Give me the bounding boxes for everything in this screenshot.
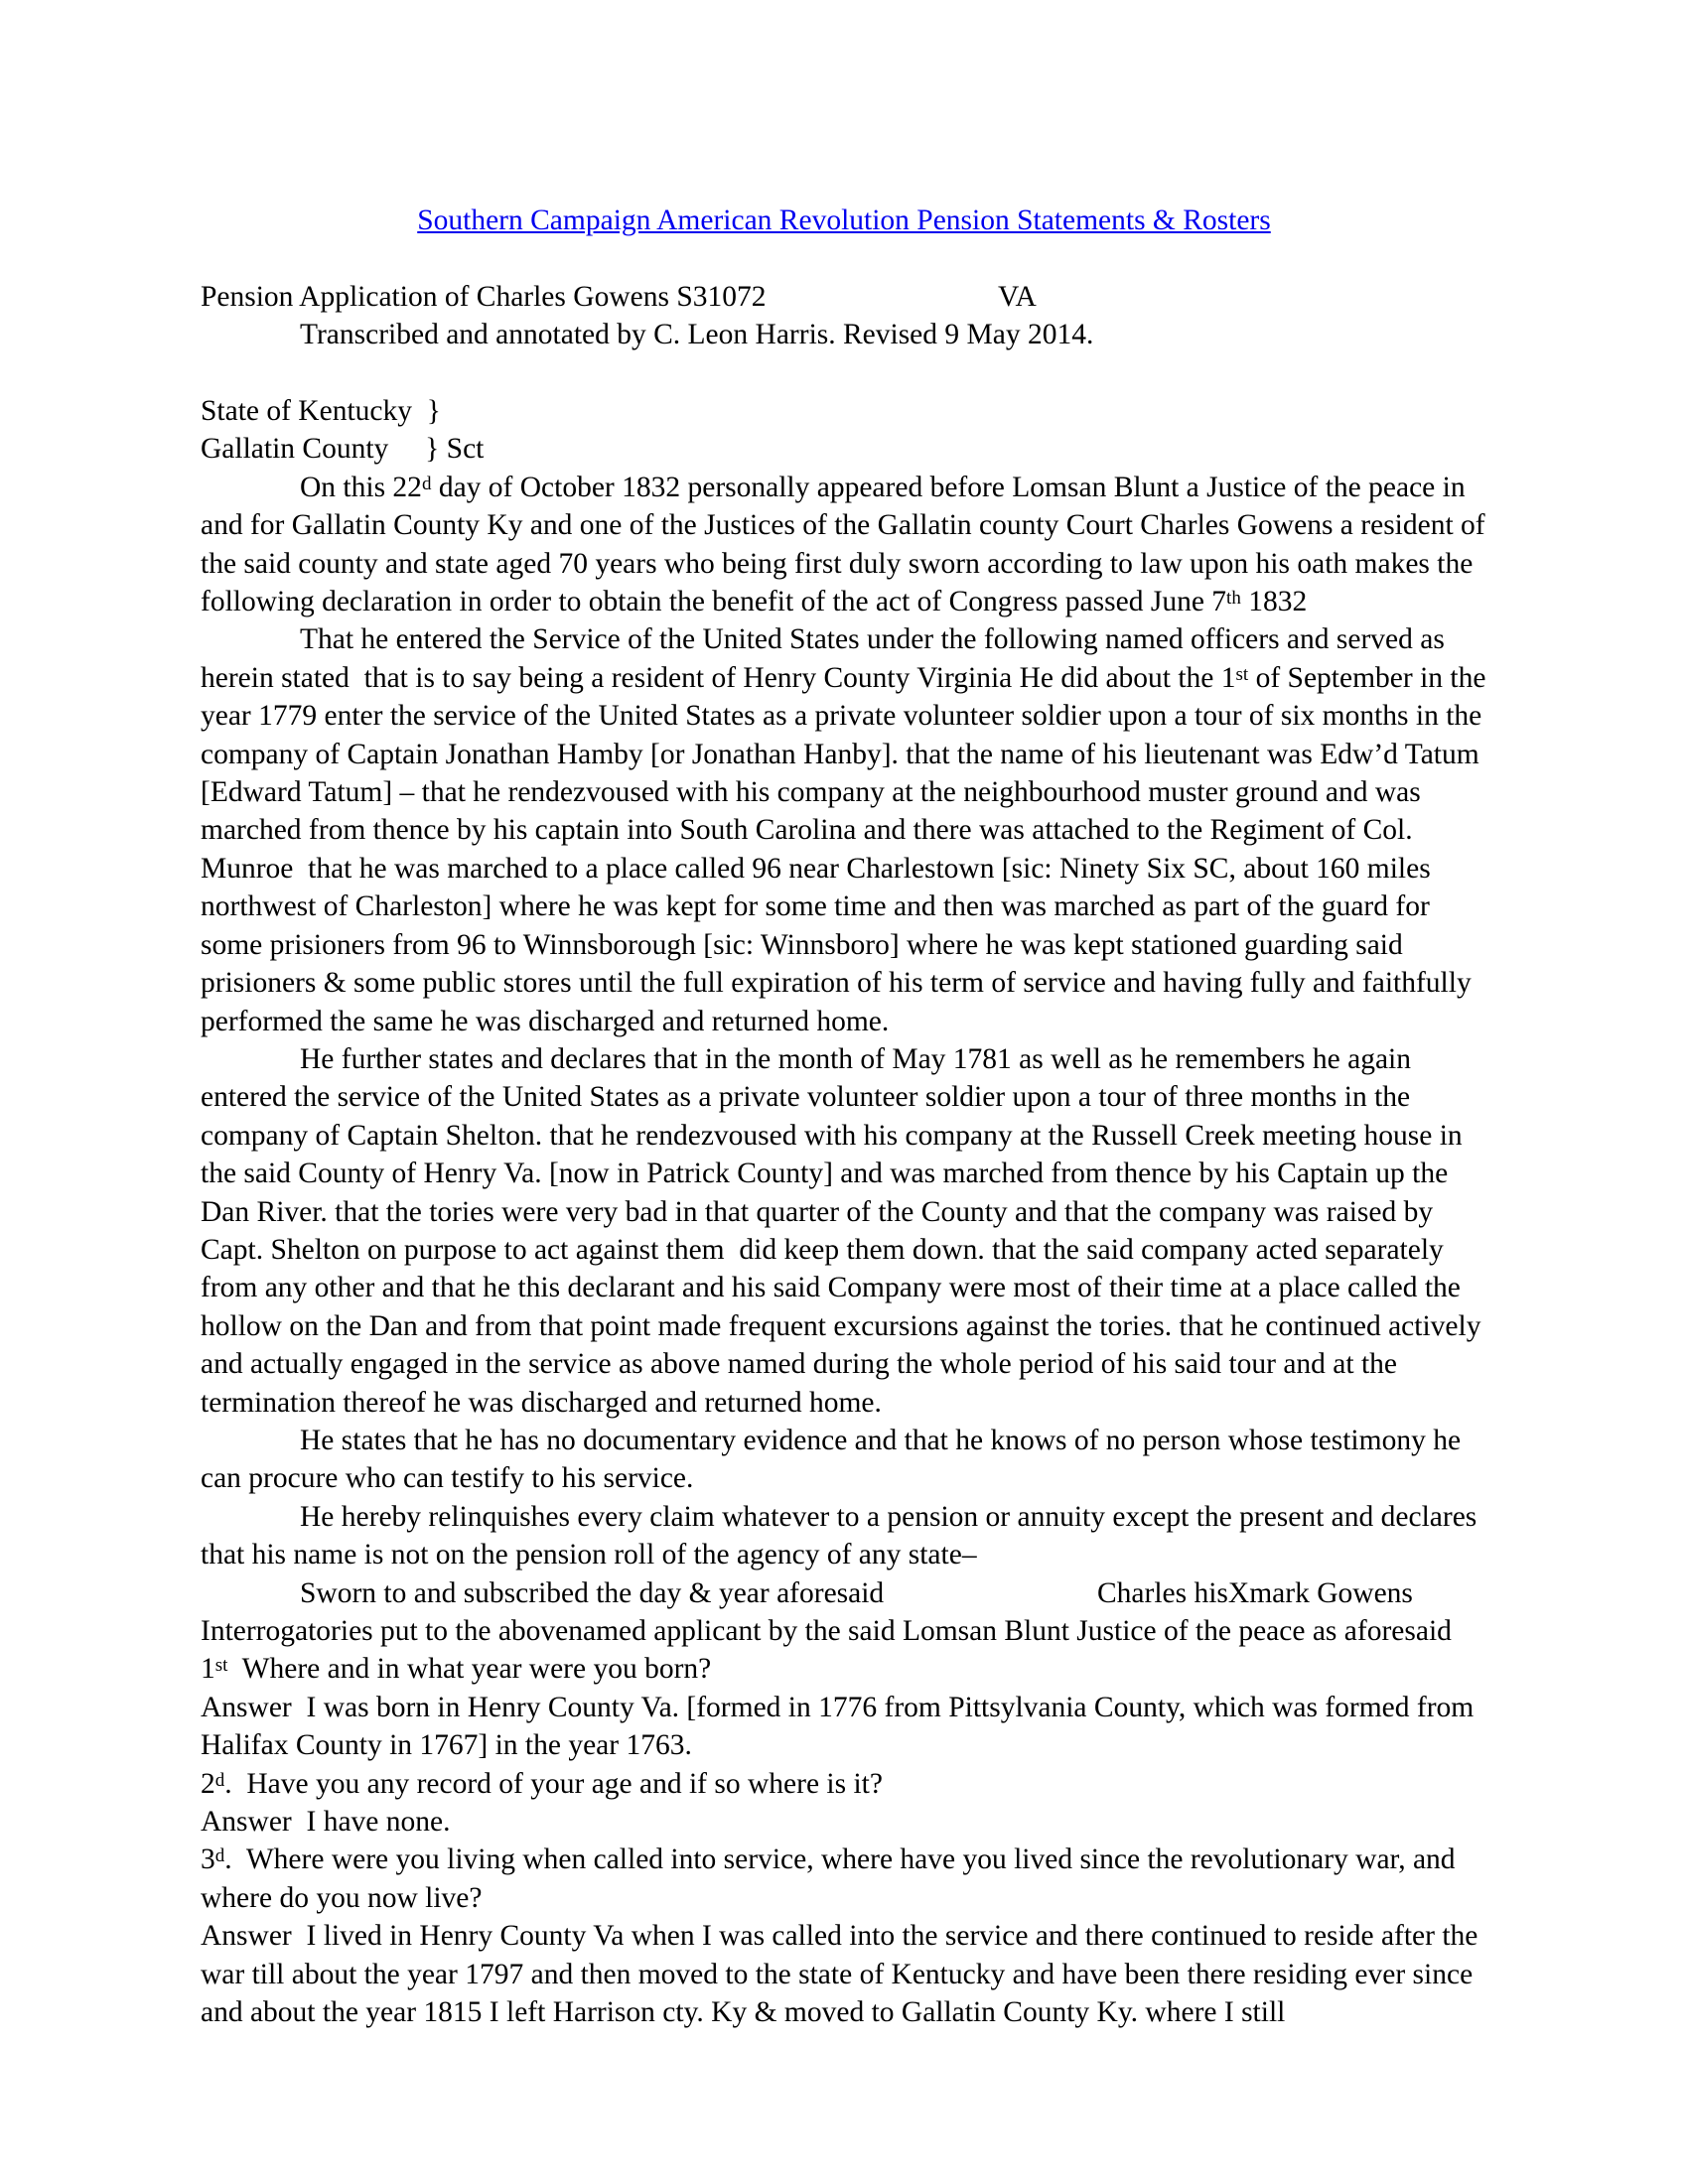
no-evidence-paragraph xyxy=(201,1422,1487,1498)
title-link[interactable]: Southern Campaign American Revolution Pension Statements & Rosters xyxy=(417,205,1271,236)
superscript: d xyxy=(214,1769,225,1791)
superscript: th xyxy=(1226,588,1241,610)
text-run: . Where were you living when called into service, where have you lived since the revolutionary war, and where do you now live? xyxy=(201,1843,1456,1914)
text-run: Sworn to and subscribed the day & year aforesaid xyxy=(300,1576,885,1609)
superscript: st xyxy=(214,1655,228,1677)
document-content xyxy=(201,202,1487,2031)
applicant-text: Pension Application of Charles Gowens S31072 xyxy=(201,280,767,313)
text-run: Answer I lived in Henry County Va when I was called into the service and there continued to reside after the war till about the year 1797 and then moved to the state of Kentucky and have been there residing ever since and about the year 1815 I left Harrison cty. Ky & moved to Gallatin County Ky. where I still xyxy=(201,1920,1478,2029)
document-body xyxy=(201,392,1487,2031)
question-1 xyxy=(201,1650,1487,1688)
signature-text: Charles hisXmark Gowens xyxy=(1097,1576,1413,1609)
text-run: Answer I have none. xyxy=(201,1806,451,1839)
service-paragraph-1781 xyxy=(201,1040,1487,1422)
jurisdiction-state-line xyxy=(201,392,1487,430)
text-run: of September in the year 1779 enter the service of the United States as a private volunteer soldier upon a tour of six months in the company of Captain Jonathan Hamby [or Jonathan Hanby]. that the name of his lieutenant was Edw’d Tatum [Edward Tatum] – that he rendezvoused with his company at the neighbourhood muster ground and was marched from thence by his captain into South Carolina and there was attached to the Regiment of Col. Munroe that he was marched to a place called 96 near Charlestown [sic: Ninety Six SC, about 160 miles northwest of Charleston] where he was kept for some time and then was marched as part of the guard for some prisioners from 96 to Winnsborough [sic: Winnsboro] where he was kept stationed guarding said prisioners & some public stores until the full expiration of his term of service and having fully and faithfully performed the same he was discharged and returned home. xyxy=(201,661,1486,1037)
text-run: 3 xyxy=(201,1843,215,1876)
text-run: Answer I was born in Henry County Va. [formed in 1776 from Pittsylvania County, which was formed from Halifax County in 1767] in the year 1763. xyxy=(201,1691,1475,1762)
text-run: He hereby relinquishes every claim whatever to a pension or annuity except the present and declares that his name is not on the pension roll of the agency of any state– xyxy=(201,1500,1477,1571)
text-run: That he entered the Service of the United States under the following named officers and served as herein stated that is to say being a resident of Henry County Virginia He did about the 1 xyxy=(201,623,1445,694)
text-run: He states that he has no documentary evidence and that he knows of no person whose testimony he can procure who can testify to his service. xyxy=(201,1424,1462,1495)
transcriber-text: Transcribed and annotated by C. Leon Harris. Revised 9 May 2014. xyxy=(300,319,1094,351)
state-abbreviation: VA xyxy=(998,280,1037,313)
interrogatories-intro xyxy=(201,1612,1487,1650)
text-run: Gallatin County } Sct xyxy=(201,433,485,466)
text-run: 2 xyxy=(201,1767,215,1800)
transcriber-line xyxy=(201,316,1487,353)
relinquish-paragraph xyxy=(201,1498,1487,1574)
text-run: 1 xyxy=(201,1653,215,1686)
text-run: Interrogatories put to the abovenamed applicant by the said Lomsan Blunt Justice of the peace as aforesaid xyxy=(201,1615,1452,1647)
text-run: . Have you any record of your age and if so where is it? xyxy=(224,1767,883,1800)
applicant-header-line xyxy=(201,278,1487,316)
blank-line xyxy=(201,239,1487,277)
text-run: day of October 1832 personally appeared before Lomsan Blunt a Justice of the peace in and for Gallatin County Ky and one of the Justices of the Gallatin county Court Charles Gowens a resident of the said county and state aged 70 years who being first duly sworn according to law upon his oath makes the following declaration in order to obtain the benefit of the act of Congress passed June 7 xyxy=(201,471,1485,618)
service-paragraph-1779 xyxy=(201,620,1487,1039)
superscript: d xyxy=(421,473,432,494)
superscript: st xyxy=(1235,663,1249,685)
sworn-signature-line xyxy=(201,1574,1487,1612)
answer-1 xyxy=(201,1689,1487,1765)
text-run: He further states and declares that in the month of May 1781 as well as he remembers he again entered the service of the United States as a private volunteer soldier upon a tour of three months in the company of Captain Shelton. that he rendezvoused with his company at the Russell Creek meeting house in the said County of Henry Va. [now in Patrick County] and was marched from thence by his Captain up the Dan River. that the tories were very bad in that quarter of the County and that the company was raised by Capt. Shelton on purpose to act against them did keep them down. that the said company acted separately from any other and that he this declarant and his said Company were most of their time at a place called the hollow on the Dan and from that point made frequent excursions against the tories. that he continued actively and actually engaged in the service as above named during the whole period of his said tour and at the termination thereof he was discharged and returned home. xyxy=(201,1042,1481,1419)
document-title-line xyxy=(201,202,1487,239)
text-run: 1832 xyxy=(1240,586,1308,618)
answer-3 xyxy=(201,1917,1487,2031)
text-run: Where and in what year were you born? xyxy=(227,1653,712,1686)
answer-2 xyxy=(201,1803,1487,1841)
question-2 xyxy=(201,1765,1487,1803)
superscript: d xyxy=(214,1845,225,1867)
text-run: On this 22 xyxy=(300,471,422,503)
text-run: State of Kentucky } xyxy=(201,395,441,427)
question-3 xyxy=(201,1841,1487,1917)
declaration-paragraph xyxy=(201,469,1487,621)
blank-line xyxy=(201,354,1487,392)
jurisdiction-county-line xyxy=(201,430,1487,468)
